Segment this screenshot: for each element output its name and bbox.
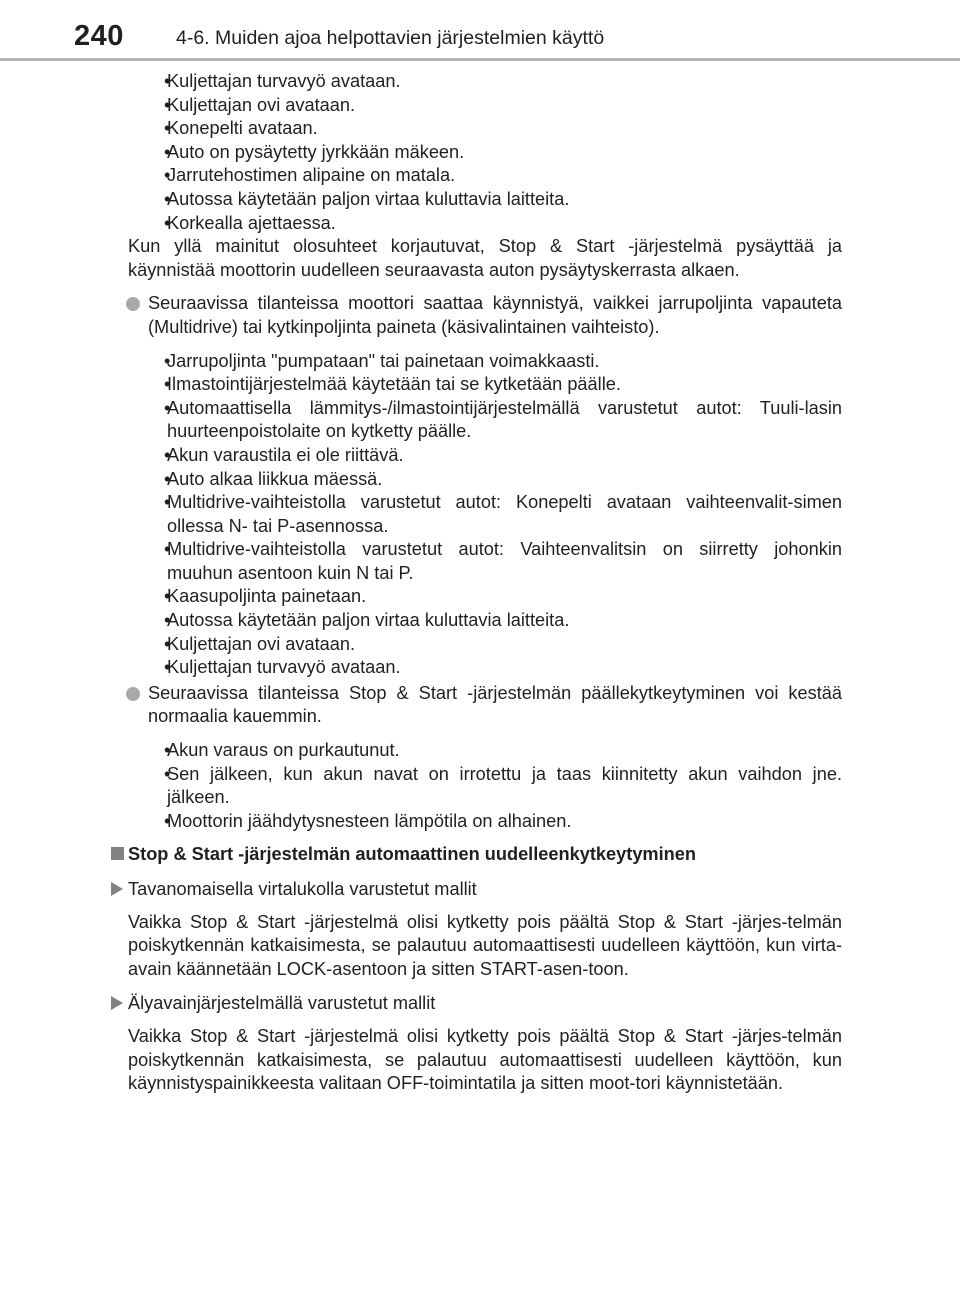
bullet-circle-icon: [126, 297, 140, 311]
list-item: • Ilmastointijärjestelmää käytetään tai se kytketään päälle.: [146, 373, 842, 397]
paragraph: Kun yllä mainitut olosuhteet korjautuvat, Stop & Start -järjestelmä pysäyttää ja käynnistää moottorin uudelleen seuraavasta auton pysäytyskerrasta alkaen.: [128, 236, 842, 280]
list-item: • Kuljettajan turvavyö avataan.: [146, 70, 842, 94]
subsection-title: [128, 878, 842, 902]
subsection-title-text: Älyavainjärjestelmällä varustetut mallit: [128, 993, 436, 1014]
list-item: • Auto alkaa liikkua mäessä.: [146, 468, 842, 492]
section-title: 4-6. Muiden ajoa helpottavien järjestelmien käyttö: [176, 27, 605, 49]
list-item: • Akun varaus on purkautunut.: [146, 739, 842, 763]
page-number: 240: [74, 20, 124, 52]
delay-conditions-list: [146, 739, 842, 833]
list-item: • Multidrive-vaihteistolla varustetut autot: Vaihteenvalitsin on siirretty johonkin muuhun asentoon kuin N tai P.: [146, 538, 842, 585]
note-text: Seuraavissa tilanteissa Stop & Start -järjestelmän päällekytkeytyminen voi kestää normaalia kauemmin.: [148, 682, 842, 727]
list-item: • Moottorin jäähdytysnesteen lämpötila on alhainen.: [146, 810, 842, 834]
note-item: [128, 292, 842, 339]
list-item: • Auto on pysäytetty jyrkkään mäkeen.: [146, 141, 842, 165]
header-divider: [0, 58, 960, 61]
list-item: • Jarrupoljinta "pumpataan" tai painetaan voimakkaasti.: [146, 350, 842, 374]
list-item: • Automaattisella lämmitys-/ilmastointijärjestelmällä varustetut autot: Tuuli-lasin huurteenpoistolaite on kytketty päälle.: [146, 397, 842, 444]
list-item: • Jarrutehostimen alipaine on matala.: [146, 164, 842, 188]
triangle-bullet-icon: [111, 882, 123, 896]
subsection-title-text: Tavanomaisella virtalukolla varustetut mallit: [128, 879, 477, 899]
page-header: [0, 0, 960, 62]
conditions-list: [146, 70, 842, 235]
square-bullet-icon: [111, 847, 124, 860]
list-item: • Autossa käytetään paljon virtaa kuluttavia laitteita.: [146, 609, 842, 633]
list-item: • Kuljettajan ovi avataan.: [146, 94, 842, 118]
list-item: • Sen jälkeen, kun akun navat on irrotettu ja taas kiinnitetty akun vaihdon jne. jälkeen.: [146, 763, 842, 810]
list-item: • Akun varaustila ei ole riittävä.: [146, 444, 842, 468]
list-item: • Autossa käytetään paljon virtaa kuluttavia laitteita.: [146, 188, 842, 212]
triangle-bullet-icon: [111, 996, 123, 1010]
page-content: [128, 70, 842, 1096]
subsection-text: Vaikka Stop & Start -järjestelmä olisi kytketty pois päältä Stop & Start -järjes-telmän poiskytkennän katkaisimesta, se palautuu automaattisesti uudelleen käyttöön, kun käynnistyspainikkeesta valitaan OFF-toimintatila ja sitten moot-tori käynnistetään.: [128, 1025, 842, 1094]
list-item: • Korkealla ajettaessa.: [146, 212, 842, 236]
list-item: • Kuljettajan ovi avataan.: [146, 633, 842, 657]
list-item: • Multidrive-vaihteistolla varustetut autot: Konepelti avataan vaihteenvalit-simen ollessa N- tai P-asennossa.: [146, 491, 842, 538]
list-item: • Kuljettajan turvavyö avataan.: [146, 656, 842, 680]
list-item: • Kaasupoljinta painetaan.: [146, 585, 842, 609]
bullet-circle-icon: [126, 687, 140, 701]
section-heading-text: Stop & Start -järjestelmän automaattinen uudelleenkytkeytyminen: [128, 844, 696, 865]
section-heading: [128, 843, 842, 867]
note-text: Seuraavissa tilanteissa moottori saattaa käynnistyä, vaikkei jarrupoljinta vapauteta (Multidrive) tai kytkinpoljinta paineta (käsivalintainen vaihteisto).: [148, 293, 842, 337]
restart-conditions-list: [146, 350, 842, 680]
subsection-text: Vaikka Stop & Start -järjestelmä olisi kytketty pois päältä Stop & Start -järjes-telmän poiskytkennän katkaisimesta, se palautuu automaattisesti uudelleen käyttöön, kun virta-avain käännetään LOCK-asentoon ja sitten START-asen-toon.: [128, 911, 842, 979]
note-item: [128, 682, 842, 729]
subsection-title: [128, 992, 842, 1016]
list-item: • Konepelti avataan.: [146, 117, 842, 141]
